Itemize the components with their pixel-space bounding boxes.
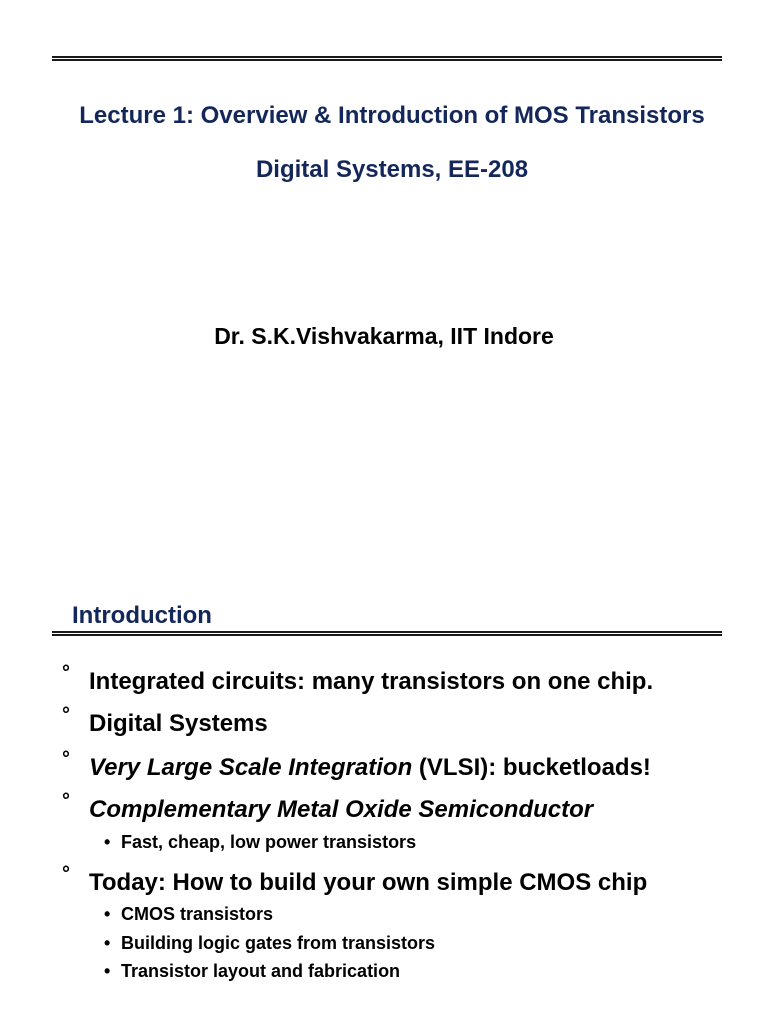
sub-bullet-item bbox=[104, 832, 416, 853]
top-divider bbox=[52, 56, 722, 61]
bullet-marker: ° bbox=[62, 748, 70, 770]
lecture-title: Lecture 1: Overview & Introduction of MOS Transistors bbox=[79, 102, 705, 129]
section-divider bbox=[52, 631, 722, 636]
sub-bullet-text: Transistor layout and fabrication bbox=[121, 961, 401, 981]
sub-bullet-item bbox=[104, 904, 273, 925]
sub-bullet-marker: • bbox=[104, 904, 111, 924]
bullet-item bbox=[62, 662, 654, 696]
bullet-italic-text: Complementary Metal Oxide Semiconductor bbox=[89, 796, 594, 823]
bullet-text: (VLSI): bucketloads! bbox=[412, 754, 651, 781]
sub-bullet-marker: • bbox=[104, 832, 111, 852]
sub-bullet-text: Building logic gates from transistors bbox=[121, 933, 436, 953]
bullet-italic-text: Very Large Scale Integration bbox=[89, 754, 413, 781]
bullet-text: Integrated circuits: many transistors on one chip. bbox=[89, 668, 654, 695]
bullet-marker: ° bbox=[62, 790, 70, 812]
sub-bullet-item bbox=[104, 933, 435, 954]
bullet-text: Digital Systems bbox=[89, 710, 268, 737]
author-line: Dr. S.K.Vishvakarma, IIT Indore bbox=[214, 323, 554, 349]
bullet-item bbox=[62, 790, 594, 824]
sub-bullet-marker: • bbox=[104, 933, 111, 953]
bullet-item bbox=[62, 748, 651, 782]
section-heading: Introduction bbox=[72, 602, 212, 629]
sub-bullet-text: Fast, cheap, low power transistors bbox=[121, 832, 417, 852]
sub-bullet-marker: • bbox=[104, 961, 111, 981]
bullet-marker: ° bbox=[62, 704, 70, 726]
bullet-item bbox=[62, 863, 648, 897]
bullet-item bbox=[62, 704, 268, 738]
sub-bullet-item bbox=[104, 961, 400, 982]
sub-bullet-text: CMOS transistors bbox=[121, 904, 274, 924]
bullet-marker: ° bbox=[62, 662, 70, 684]
bullet-text: Today: How to build your own simple CMOS chip bbox=[89, 869, 648, 896]
course-subtitle: Digital Systems, EE-208 bbox=[255, 156, 529, 183]
bullet-marker: ° bbox=[62, 863, 70, 885]
